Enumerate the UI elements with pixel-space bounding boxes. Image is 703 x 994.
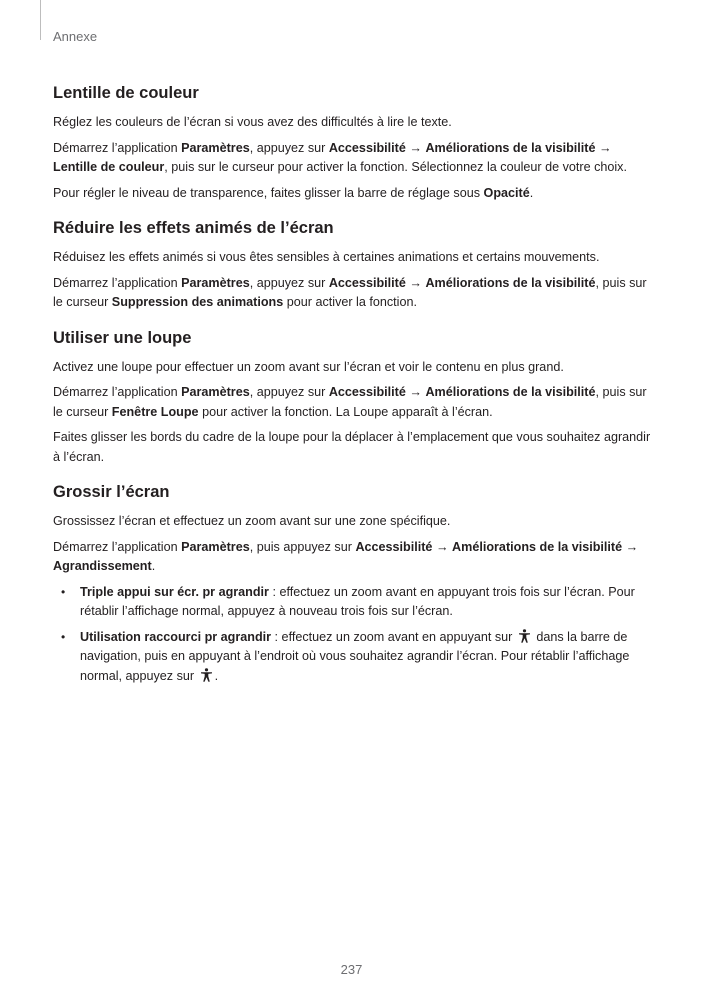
paragraph [53,383,651,422]
text: . [529,185,534,200]
text: dans la barre de navigation, puis en appuyant à l’endroit où vous souhaitez agrandir l’écran. Pour rétablir l’affichage normal, appuyez sur [80,629,630,683]
menu-term: Triple appui sur écr. pr agrandir [80,584,269,599]
page-number: 237 [340,962,363,977]
accessibility-icon [200,668,213,682]
text: . [151,559,156,573]
arrow: → [405,385,426,399]
menu-term: Accessibilité [328,275,406,290]
paragraph [53,274,651,313]
text: , puis sur le curseur [53,275,647,309]
paragraph: Réglez les couleurs de l’écran si vous avez des difficultés à lire le texte. [53,115,452,129]
accessibility-icon [518,629,531,643]
arrow: → [595,140,612,155]
menu-term: Paramètres [181,140,250,155]
text: Démarrez l’application [53,275,182,290]
paragraph [53,184,651,204]
text: , appuyez sur [249,275,329,290]
menu-term: Accessibilité [328,140,406,155]
section-title: Réduire les effets animés de l’écran [53,219,334,237]
menu-term: Améliorations de la visibilité [425,140,596,155]
section-title: Utiliser une loupe [53,328,192,347]
menu-term: Opacité [483,185,530,200]
menu-term: Paramètres [181,275,250,290]
section-title: Grossir l’écran [53,483,170,501]
list-item [53,583,651,622]
header-label: Annexe [53,29,98,44]
paragraph: Réduisez les effets animés si vous êtes sensibles à certaines animations et certains mouvements. [53,250,600,264]
text: pour activer la fonction. [283,295,417,309]
menu-term: Paramètres [181,385,250,399]
text: : effectuez un zoom avant en appuyant trois fois sur l’écran. Pour rétablir l’affichage normal, appuyez à nouveau trois fois sur l’écran. [80,584,635,618]
menu-term: Utilisation raccourci pr agrandir [80,629,272,644]
arrow: → [405,140,426,155]
menu-term: Accessibilité [355,539,433,554]
header-divider [40,0,41,40]
bullet-dot: • [61,629,66,644]
section-magnifier [53,328,651,468]
list-item [53,628,651,687]
paragraph: Activez une loupe pour effectuer un zoom avant sur l’écran et voir le contenu en plus grand. [53,359,564,374]
section-color-lens [53,83,651,203]
text: Démarrez l’application [53,140,182,155]
text: , puis appuyez sur [249,539,356,554]
menu-term: Améliorations de la visibilité [425,385,596,399]
text: : effectuez un zoom avant en appuyant sur [271,629,516,644]
menu-term: Paramètres [181,539,250,554]
paragraph [53,538,651,577]
page-content [53,83,651,701]
text: Démarrez l’application [53,539,182,554]
paragraph [53,139,651,178]
arrow: → [405,275,426,290]
paragraph: Grossissez l’écran et effectuez un zoom avant sur une zone spécifique. [53,514,451,528]
menu-term: Lentille de couleur [53,160,165,174]
menu-term: Fenêtre Loupe [111,404,199,419]
text: , appuyez sur [249,140,329,155]
bullet-dot: • [61,584,66,599]
paragraph: Faites glisser les bords du cadre de la loupe pour la déplacer à l’emplacement que vous souhaitez agrandir à l’écran. [53,430,651,464]
text: , appuyez sur [249,385,329,399]
menu-term: Améliorations de la visibilité [452,539,623,554]
arrow: → [432,539,453,554]
bullet-list [53,583,651,687]
section-reduce-animations [53,218,651,313]
text: , puis sur le curseur [53,385,647,419]
menu-term: Améliorations de la visibilité [425,275,596,290]
text: . [214,668,219,683]
arrow: → [622,539,639,554]
text: Pour régler le niveau de transparence, faites glisser la barre de réglage sous [53,185,484,200]
menu-term: Accessibilité [328,385,406,399]
text: pour activer la fonction. La Loupe apparaît à l’écran. [198,404,493,419]
section-magnify-screen [53,482,651,686]
text: Démarrez l’application [53,385,182,399]
text: , puis sur le curseur pour activer la fonction. Sélectionnez la couleur de votre choix. [164,160,627,174]
menu-term: Suppression des animations [111,295,284,309]
section-title: Lentille de couleur [53,84,199,102]
menu-term: Agrandissement [53,559,152,573]
